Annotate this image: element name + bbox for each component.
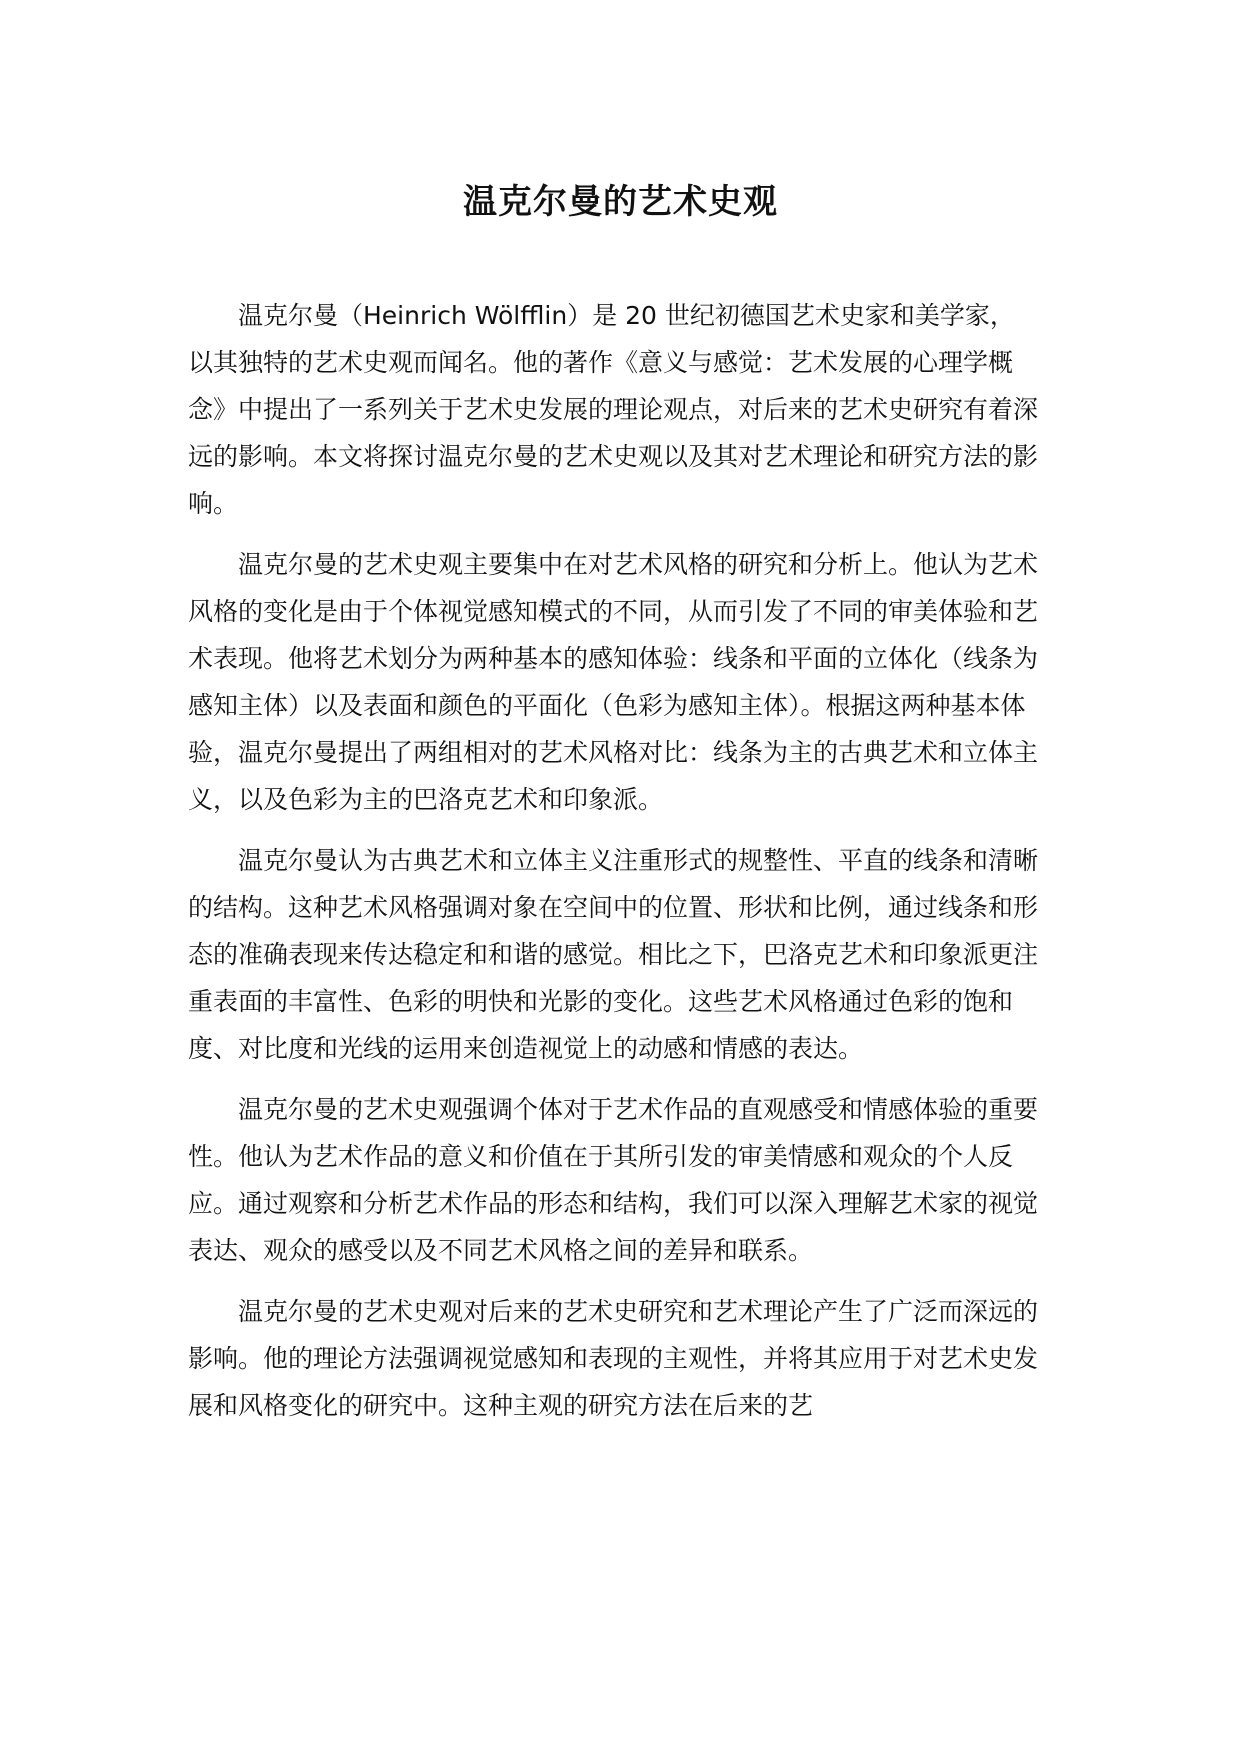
paragraph-1: 温克尔曼（Heinrich Wölfflin）是 20 世纪初德国艺术史家和美学家，以其独特的艺术史观而闻名。他的著作《意义与感觉：艺术发展的心理学概念》中提出了一系列关于艺术史发展的理论观点，对后来的艺术史研究有着深远的影响。本文将探讨温克尔曼的艺术史观以及其对艺术理论和研究方法的影响。 (188, 301, 1039, 518)
paragraph-5: 温克尔曼的艺术史观对后来的艺术史研究和艺术理论产生了广泛而深远的影响。他的理论方法强调视觉感知和表现的主观性，并将其应用于对艺术史发展和风格变化的研究中。这种主观的研究方法在后来的艺 (188, 1297, 1039, 1420)
document-body (188, 292, 1038, 1443)
document-title: 温克尔曼的艺术史观 (463, 182, 778, 222)
paragraph-4: 温克尔曼的艺术史观强调个体对于艺术作品的直观感受和情感体验的重要性。他认为艺术作品的意义和价值在于其所引发的审美情感和观众的个人反应。通过观察和分析艺术作品的形态和结构，我们可以深入理解艺术家的视觉表达、观众的感受以及不同艺术风格之间的差异和联系。 (188, 1095, 1039, 1265)
paragraph-3: 温克尔曼认为古典艺术和立体主义注重形式的规整性、平直的线条和清晰的结构。这种艺术风格强调对象在空间中的位置、形状和比例，通过线条和形态的准确表现来传达稳定和和谐的感觉。相比之下，巴洛克艺术和印象派更注重表面的丰富性、色彩的明快和光影的变化。这些艺术风格通过色彩的饱和度、对比度和光线的运用来创造视觉上的动感和情感的表达。 (188, 846, 1039, 1063)
paragraph-2: 温克尔曼的艺术史观主要集中在对艺术风格的研究和分析上。他认为艺术风格的变化是由于个体视觉感知模式的不同，从而引发了不同的审美体验和艺术表现。他将艺术划分为两种基本的感知体验：线条和平面的立体化（线条为感知主体）以及表面和颜色的平面化（色彩为感知主体）。根据这两种基本体验，温克尔曼提出了两组相对的艺术风格对比：线条为主的古典艺术和立体主义，以及色彩为主的巴洛克艺术和印象派。 (188, 550, 1039, 814)
